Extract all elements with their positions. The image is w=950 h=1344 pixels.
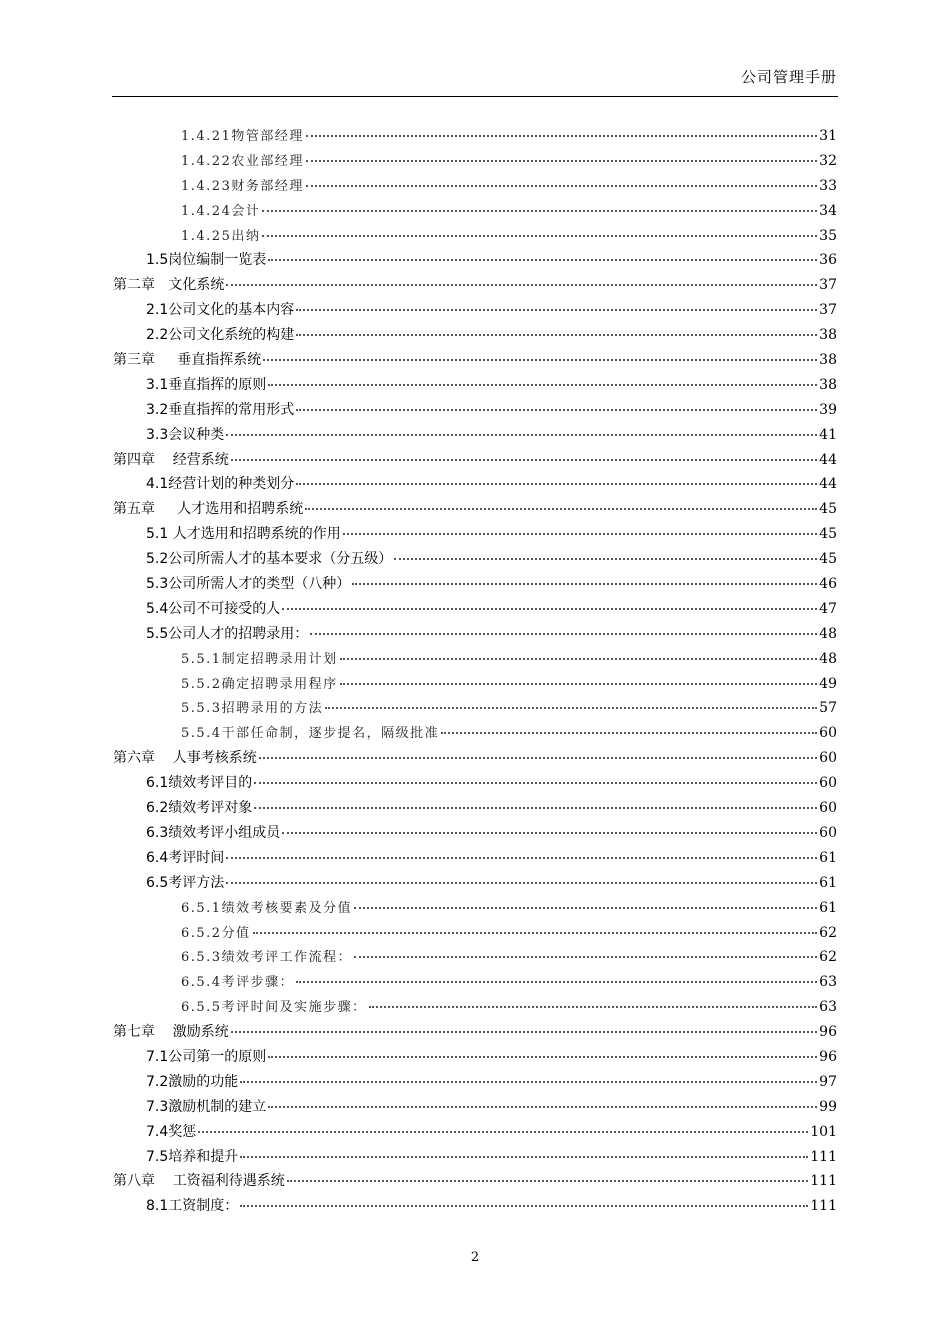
toc-entry-page: 44 xyxy=(819,476,837,493)
toc-entry-page: 38 xyxy=(819,327,837,344)
toc-entry-page: 96 xyxy=(819,1024,837,1041)
toc-dot-leader xyxy=(282,607,817,610)
toc-dot-leader xyxy=(262,234,817,237)
toc-dot-leader xyxy=(240,1155,808,1158)
toc-dot-leader xyxy=(296,482,817,485)
toc-entry[interactable] xyxy=(113,124,837,149)
toc-entry[interactable] xyxy=(113,945,837,970)
toc-entry-label: 5.5公司人才的招聘录用： xyxy=(146,625,309,642)
toc-entry-label: 6.5.3绩效考评工作流程： xyxy=(181,950,353,966)
toc-dot-leader xyxy=(253,931,818,934)
toc-entry-label: 6.4考评时间 xyxy=(146,849,225,866)
toc-entry-page: 49 xyxy=(819,675,837,692)
toc-entry[interactable] xyxy=(113,871,837,896)
toc-entry-label: 7.4奖惩 xyxy=(146,1123,197,1140)
toc-entry-page: 96 xyxy=(819,1048,837,1065)
toc-entry-label: 1.4.24会计 xyxy=(181,203,261,219)
toc-entry-label: 5.5.4干部任命制，逐步提名，隔级批准 xyxy=(181,726,440,742)
toc-entry[interactable] xyxy=(113,1070,837,1095)
toc-dot-leader xyxy=(352,582,817,585)
toc-entry-label: 6.5考评方法 xyxy=(146,874,225,891)
toc-entry-page: 39 xyxy=(819,401,837,418)
toc-entry-label: 1.4.23财务部经理 xyxy=(181,178,304,194)
toc-dot-leader xyxy=(263,358,817,361)
toc-entry[interactable] xyxy=(113,472,837,497)
toc-entry-page: 62 xyxy=(819,924,837,941)
toc-entry[interactable] xyxy=(113,149,837,174)
toc-entry[interactable] xyxy=(113,1194,837,1219)
toc-dot-leader xyxy=(198,1130,808,1133)
toc-dot-leader xyxy=(296,308,817,311)
toc-entry-label: 2.1公司文化的基本内容 xyxy=(146,302,295,319)
toc-dot-leader xyxy=(394,557,817,560)
toc-entry-page: 60 xyxy=(819,824,837,841)
toc-dot-leader xyxy=(340,682,818,685)
toc-entry-page: 60 xyxy=(819,775,837,792)
toc-dot-leader xyxy=(340,657,818,660)
toc-entry-page: 57 xyxy=(819,700,837,717)
toc-entry-page: 99 xyxy=(819,1098,837,1115)
toc-dot-leader xyxy=(369,1005,818,1008)
toc-entry[interactable] xyxy=(113,224,837,249)
toc-entry[interactable] xyxy=(113,771,837,796)
toc-dot-leader xyxy=(296,333,817,336)
toc-entry-page: 62 xyxy=(819,949,837,966)
toc-entry-page: 45 xyxy=(819,501,837,518)
toc-entry-page: 38 xyxy=(819,352,837,369)
toc-dot-leader xyxy=(325,706,817,709)
toc-dot-leader xyxy=(254,806,817,809)
toc-entry-label: 第七章 激励系统 xyxy=(113,1024,229,1041)
toc-entry-label: 5.5.1制定招聘录用计划 xyxy=(181,651,338,667)
toc-dot-leader xyxy=(268,383,817,386)
toc-entry[interactable] xyxy=(113,746,837,771)
toc-entry-page: 47 xyxy=(819,600,837,617)
toc-entry-page: 48 xyxy=(819,650,837,667)
toc-dot-leader xyxy=(306,159,817,162)
toc-entry-page: 111 xyxy=(810,1198,837,1215)
toc-entry[interactable] xyxy=(113,522,837,547)
toc-dot-leader xyxy=(343,532,817,535)
toc-entry[interactable] xyxy=(113,970,837,995)
toc-dot-leader xyxy=(296,408,817,411)
toc-dot-leader xyxy=(354,955,817,958)
toc-dot-leader xyxy=(354,906,817,909)
toc-dot-leader xyxy=(306,134,817,137)
toc-entry[interactable] xyxy=(113,273,837,298)
toc-entry[interactable] xyxy=(113,373,837,398)
toc-entry-page: 34 xyxy=(819,202,837,219)
toc-dot-leader xyxy=(441,731,817,734)
toc-entry[interactable] xyxy=(113,696,837,721)
toc-entry-label: 3.2垂直指挥的常用形式 xyxy=(146,401,295,418)
toc-entry[interactable] xyxy=(113,497,837,522)
toc-entry-label: 5.1 人才选用和招聘系统的作用 xyxy=(146,526,341,543)
toc-entry[interactable] xyxy=(113,796,837,821)
toc-entry-page: 33 xyxy=(819,177,837,194)
toc-entry-page: 31 xyxy=(819,128,837,144)
toc-entry-page: 60 xyxy=(819,800,837,817)
toc-entry-page: 45 xyxy=(819,526,837,543)
toc-entry-page: 61 xyxy=(819,874,837,891)
toc-entry[interactable] xyxy=(113,846,837,871)
toc-entry-page: 111 xyxy=(810,1148,837,1165)
toc-entry-label: 6.5.5考评时间及实施步骤： xyxy=(181,1000,367,1016)
toc-dot-leader xyxy=(254,781,817,784)
toc-entry[interactable] xyxy=(113,995,837,1020)
toc-entry[interactable] xyxy=(113,248,837,273)
header-rule xyxy=(112,96,838,97)
toc-dot-leader xyxy=(282,831,817,834)
toc-entry[interactable] xyxy=(113,572,837,597)
toc-entry[interactable] xyxy=(113,721,837,746)
toc-dot-leader xyxy=(226,856,817,859)
toc-entry-page: 45 xyxy=(819,551,837,568)
toc-entry-page: 60 xyxy=(819,750,837,767)
toc-dot-leader xyxy=(305,507,817,510)
toc-entry-page: 101 xyxy=(810,1123,837,1140)
toc-entry-label: 6.2绩效考评对象 xyxy=(146,800,253,817)
toc-entry[interactable] xyxy=(113,896,837,921)
toc-entry-label: 第八章 工资福利待遇系统 xyxy=(113,1173,285,1190)
toc-entry[interactable] xyxy=(113,1169,837,1194)
toc-entry-label: 1.5岗位编制一览表 xyxy=(146,252,267,269)
toc-entry-label: 7.5培养和提升 xyxy=(146,1148,239,1165)
toc-dot-leader xyxy=(226,433,817,436)
toc-entry-page: 60 xyxy=(819,725,837,742)
toc-entry-label: 2.2公司文化系统的构建 xyxy=(146,327,295,344)
toc-entry-page: 32 xyxy=(819,152,837,169)
toc-entry[interactable] xyxy=(113,174,837,199)
toc-entry-label: 3.1垂直指挥的原则 xyxy=(146,376,267,393)
toc-entry-label: 5.2公司所需人才的基本要求（分五级） xyxy=(146,551,393,568)
toc-entry[interactable] xyxy=(113,1095,837,1120)
toc-entry-label: 1.4.21物管部经理 xyxy=(181,129,304,144)
toc-entry[interactable] xyxy=(113,423,837,448)
toc-dot-leader xyxy=(231,458,817,461)
toc-entry-page: 63 xyxy=(819,974,837,991)
toc-entry-label: 1.4.22农业部经理 xyxy=(181,153,304,169)
toc-entry-page: 35 xyxy=(819,227,837,244)
toc-dot-leader xyxy=(296,980,817,983)
toc-entry-label: 5.5.2确定招聘录用程序 xyxy=(181,676,338,692)
toc-entry-page: 48 xyxy=(819,625,837,642)
toc-entry-label: 第六章 人事考核系统 xyxy=(113,750,257,767)
toc-dot-leader xyxy=(231,1030,817,1033)
toc-entry-page: 41 xyxy=(819,426,837,443)
toc-entry-label: 4.1经营计划的种类划分 xyxy=(146,476,295,493)
toc-entry-page: 61 xyxy=(819,899,837,916)
table-of-contents xyxy=(113,124,837,1219)
toc-dot-leader xyxy=(310,632,817,635)
toc-entry[interactable] xyxy=(113,1145,837,1170)
toc-entry[interactable] xyxy=(113,622,837,647)
toc-entry[interactable] xyxy=(113,597,837,622)
toc-entry-page: 97 xyxy=(819,1073,837,1090)
toc-entry-label: 6.1绩效考评目的 xyxy=(146,775,253,792)
toc-entry[interactable] xyxy=(113,1045,837,1070)
page-header-title: 公司管理手册 xyxy=(740,68,837,86)
toc-entry-label: 6.5.1绩效考核要素及分值 xyxy=(181,900,353,916)
toc-entry-page: 63 xyxy=(819,999,837,1016)
toc-entry[interactable] xyxy=(113,1020,837,1045)
toc-entry-label: 7.2激励的功能 xyxy=(146,1073,239,1090)
toc-entry-label: 6.5.4考评步骤： xyxy=(181,975,295,991)
toc-dot-leader xyxy=(262,209,817,212)
toc-entry[interactable] xyxy=(113,647,837,672)
toc-dot-leader xyxy=(268,258,817,261)
toc-entry[interactable] xyxy=(113,398,837,423)
page-number: 2 xyxy=(470,1250,480,1265)
toc-entry-label: 6.5.2分值 xyxy=(181,925,251,941)
toc-dot-leader xyxy=(306,184,817,187)
toc-dot-leader xyxy=(240,1204,808,1207)
toc-entry-label: 第二章 文化系统 xyxy=(113,277,225,294)
toc-entry[interactable] xyxy=(113,448,837,473)
toc-entry-label: 第四章 经营系统 xyxy=(113,451,229,468)
toc-entry-label: 第三章 垂直指挥系统 xyxy=(113,352,262,369)
toc-entry[interactable] xyxy=(113,821,837,846)
toc-entry-page: 46 xyxy=(819,576,837,593)
toc-entry[interactable] xyxy=(113,921,837,946)
toc-entry[interactable] xyxy=(113,547,837,572)
toc-entry-label: 3.3会议种类 xyxy=(146,426,225,443)
toc-entry[interactable] xyxy=(113,323,837,348)
toc-entry[interactable] xyxy=(113,199,837,224)
toc-entry-page: 61 xyxy=(819,849,837,866)
toc-dot-leader xyxy=(226,283,817,286)
toc-dot-leader xyxy=(268,1055,817,1058)
toc-entry[interactable] xyxy=(113,1120,837,1145)
toc-entry-page: 36 xyxy=(819,252,837,269)
toc-entry[interactable] xyxy=(113,298,837,323)
toc-entry-page: 38 xyxy=(819,376,837,393)
toc-entry-page: 111 xyxy=(810,1173,837,1190)
toc-dot-leader xyxy=(226,881,817,884)
toc-entry-label: 7.1公司第一的原则 xyxy=(146,1048,267,1065)
toc-entry-label: 5.5.3招聘录用的方法 xyxy=(181,701,324,717)
toc-entry-page: 37 xyxy=(819,277,837,294)
toc-dot-leader xyxy=(287,1179,808,1182)
toc-entry-label: 1.4.25出纳 xyxy=(181,228,261,244)
toc-dot-leader xyxy=(240,1080,817,1083)
toc-entry[interactable] xyxy=(113,672,837,697)
toc-entry-page: 44 xyxy=(819,451,837,468)
toc-entry[interactable] xyxy=(113,348,837,373)
toc-entry-label: 7.3激励机制的建立 xyxy=(146,1098,267,1115)
toc-entry-label: 6.3绩效考评小组成员 xyxy=(146,824,281,841)
toc-entry-label: 第五章 人才选用和招聘系统 xyxy=(113,501,304,518)
toc-entry-label: 5.3公司所需人才的类型（八种） xyxy=(146,576,351,593)
toc-dot-leader xyxy=(259,756,817,759)
toc-entry-label: 8.1工资制度： xyxy=(146,1198,239,1215)
toc-dot-leader xyxy=(268,1105,817,1108)
toc-entry-label: 5.4公司不可接受的人 xyxy=(146,600,281,617)
toc-entry-page: 37 xyxy=(819,302,837,319)
